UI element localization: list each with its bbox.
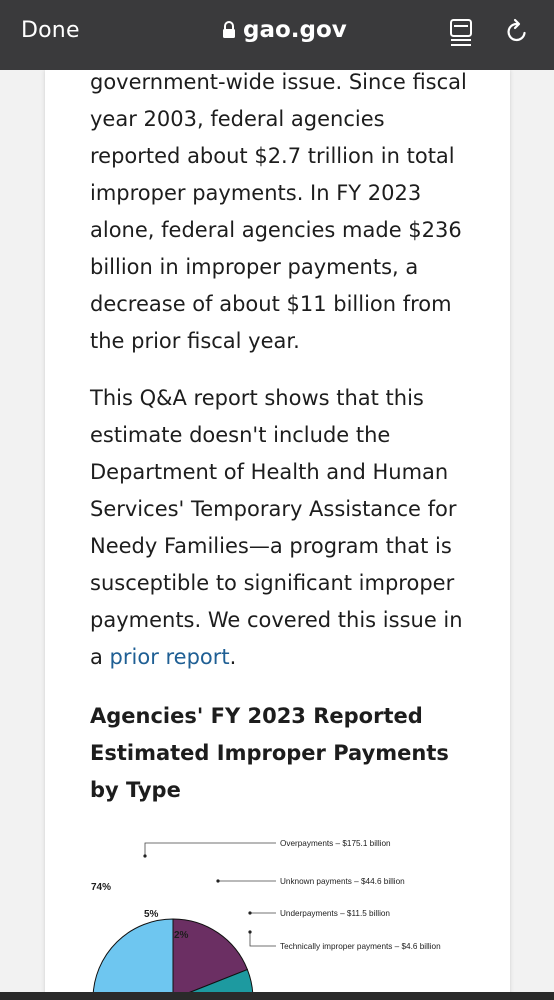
prior-report-link[interactable]: prior report <box>109 645 230 669</box>
improper-payments-pie-chart <box>45 820 510 1000</box>
reader-view-icon[interactable] <box>450 17 472 47</box>
article-paragraph: government-wide issue. Since fiscal year 2003, federal agencies reported about $2.7 trillion in total improper payments. In FY 2023 alone, federal agencies made $236 billion in improper payments, a decrease of about $11 billion from the prior fiscal year. <box>90 70 467 353</box>
legend-leader-dot <box>216 879 219 882</box>
legend-entry: Unknown payments – $44.6 billion <box>280 877 405 886</box>
legend-leader-line <box>145 843 276 856</box>
chart-heading: Agencies' FY 2023 Reported Estimated Improper Payments by Type <box>90 704 449 802</box>
slice-percent-label: 2% <box>174 930 189 941</box>
slice-percent-label: 19% <box>150 876 171 887</box>
browser-toolbar <box>0 0 554 70</box>
legend-entry: Technically improper payments – $4.6 billion <box>280 942 441 951</box>
bottom-edge <box>0 992 554 1000</box>
reload-icon[interactable] <box>505 17 529 47</box>
domain-text: gao.gov <box>243 17 347 43</box>
legend-entry: Underpayments – $11.5 billion <box>280 909 390 918</box>
slice-percent-label: 74% <box>90 882 112 893</box>
legend-leader-dot <box>248 911 251 914</box>
article-panel <box>45 70 510 1000</box>
paragraph-text: This Q&A report shows that this estimate doesn't include the Department of Health and Human Services' Temporary Assistance for Needy Families—a program that is susceptible to significant improper payments. We covered this issue in a <box>90 386 463 669</box>
article-paragraph <box>90 380 475 676</box>
slice-percent-label: 5% <box>144 909 159 920</box>
legend-entry: Overpayments – $175.1 billion <box>280 839 391 848</box>
legend-leader-dot <box>248 930 251 933</box>
done-button[interactable]: Done <box>21 18 80 43</box>
address-bar[interactable] <box>222 17 347 43</box>
legend-leader-line <box>250 932 276 946</box>
legend-leader-dot <box>143 854 146 857</box>
lock-icon <box>222 21 236 39</box>
paragraph-text: . <box>229 645 237 669</box>
